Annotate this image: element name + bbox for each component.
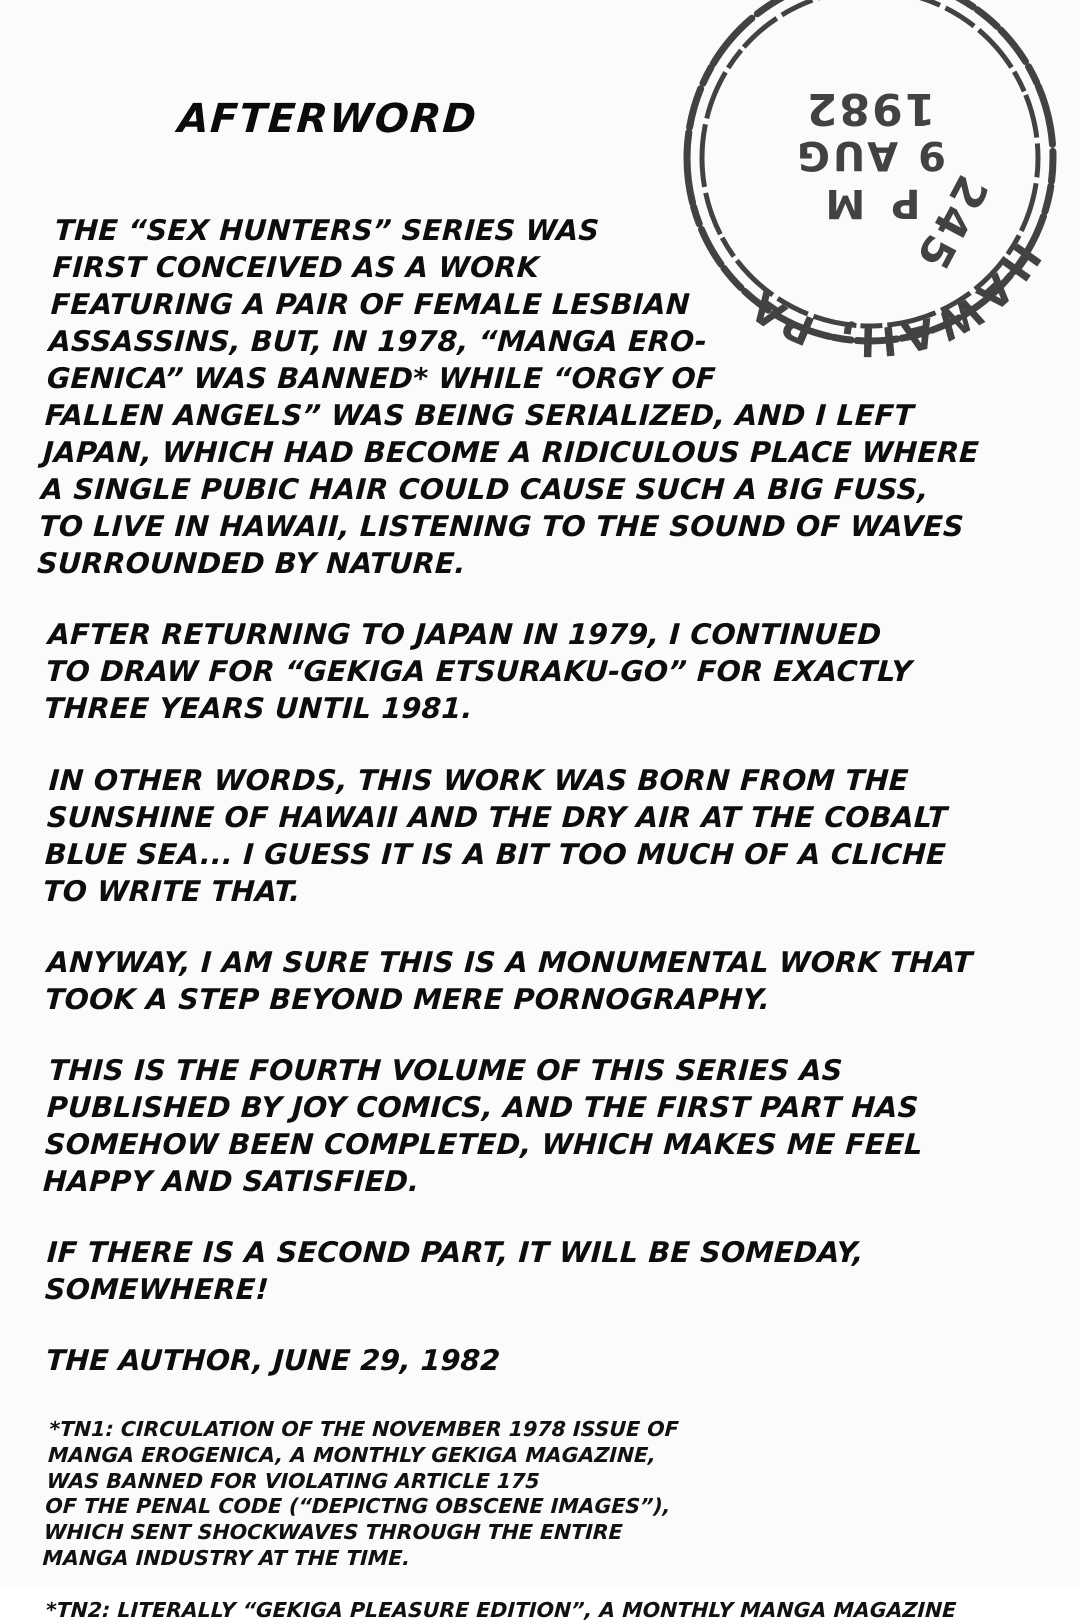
- svg-text:P M: P M: [819, 180, 921, 226]
- svg-text:245: 245: [904, 166, 998, 280]
- page-title: AFTERWORD: [176, 96, 479, 142]
- paragraph-1: THE “SEX HUNTERS” SERIES WAS FIRST CONCEIVED AS A WORK FEATURING A PAIR OF FEMALE LESBIAN ASSASSINS, BUT, IN 1978, “MANGA ERO- GENICA” WAS BANNED* WHILE “ORGY OF FALLEN ANGELS” WAS BEING SERIALIZED, AND I LEFT JAPAN, WHICH HAD BECOME A RIDICULOUS PLACE WHERE A SINGLE PUBIC HAIR COULD CAUSE SUCH A BIG FUSS, TO LIVE IN HAWAII, LISTENING TO THE SOUND OF WAVES SURROUNDED BY NATURE.: [36, 214, 980, 581]
- paragraph-5: THIS IS THE FOURTH VOLUME OF THIS SERIES AS PUBLISHED BY JOY COMICS, AND THE FIRST PART HAS SOMEHOW BEEN COMPLETED, WHICH MAKES ME FEEL HAPPY AND SATISFIED.: [42, 1053, 924, 1199]
- paragraph-3: IN OTHER WORDS, THIS WORK WAS BORN FROM THE SUNSHINE OF HAWAII AND THE DRY AIR AT THE COBALT BLUE SEA... I GUESS IT IS A BIT TOO MUCH OF A CLICHE TO WRITE THAT.: [42, 763, 949, 908]
- svg-text:HAWAII, PA: HAWAII, PA: [738, 234, 1050, 365]
- svg-text:1982: 1982: [804, 83, 936, 134]
- paragraph-6: IF THERE IS A SECOND PART, IT WILL BE SOMEDAY, SOMEWHERE!: [44, 1236, 865, 1307]
- paragraph-4: ANYWAY, I AM SURE THIS IS A MONUMENTAL WORK THAT TOOK A STEP BEYOND MERE PORNOGRAPHY.: [44, 945, 974, 1016]
- afterword-content: [36, 96, 986, 1624]
- author-signature: THE AUTHOR, JUNE 29, 1982: [45, 1344, 501, 1378]
- translator-note-1: *TN1: CIRCULATION OF THE NOVEMBER 1978 ISSUE OF MANGA EROGENICA, A MONTHLY GEKIGA MAGAZINE, WAS BANNED FOR VIOLATING ARTICLE 175 OF THE PENAL CODE (“DEPICTNG OBSCENE IMAGES”), WHICH SENT SHOCKWAVES THROUGH THE ENTIRE MANGA INDUSTRY AT THE TIME.: [42, 1417, 680, 1571]
- svg-text:9 AUG: 9 AUG: [794, 132, 946, 178]
- paragraph-2: AFTER RETURNING TO JAPAN IN 1979, I CONTINUED TO DRAW FOR “GEKIGA ETSURAKU-GO” FOR EXACTLY THREE YEARS UNTIL 1981.: [43, 618, 913, 726]
- translator-note-2: *TN2: LITERALLY “GEKIGA PLEASURE EDITION”, A MONTHLY MANGA MAGAZINE: [45, 1598, 957, 1623]
